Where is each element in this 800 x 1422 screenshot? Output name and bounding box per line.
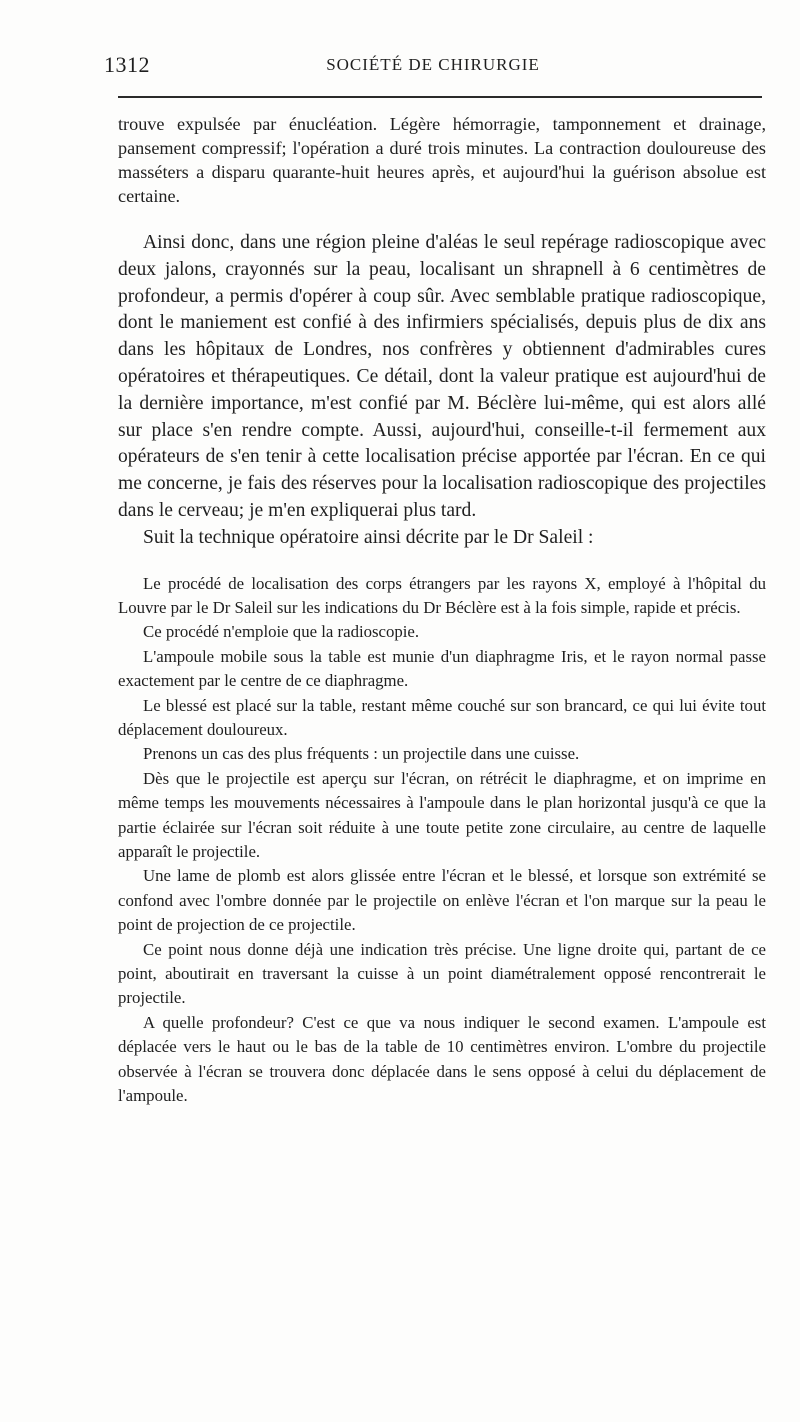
quoted-paragraph: L'ampoule mobile sous la table est munie d'un diaphragme Iris, et le rayon normal passe exactement par le centre de ce diaphragme. <box>118 646 766 691</box>
quoted-paragraph: Ce point nous donne déjà une indication très précise. Une ligne droite qui, partant de ce point, aboutirait en traversant la cuisse à un point diamétralement opposé rencontrerait le projectile. <box>118 939 766 1008</box>
header-rule <box>118 96 762 98</box>
quoted-paragraph: Une lame de plomb est alors glissée entre l'écran et le blessé, et lorsque son extrémité se confond avec l'ombre donnée par le projectile on enlève l'écran et l'on marque sur la peau le point de projection de ce projectile. <box>118 866 766 935</box>
body-text <box>118 112 766 1109</box>
page-header <box>104 52 762 80</box>
paragraph: Ainsi donc, dans une région pleine d'aléas le seul repérage radioscopique avec deux jalons, crayonnés sur la peau, localisant un shrapnell à 6 centimètres de profondeur, a permis d'opérer à coup sûr. Avec semblable pratique radioscopique, dont le maniement est confié à des infirmiers spécialisés, depuis plus de dix ans dans les hôpitaux de Londres, nos confrères y obtiennent d'admirables cures opératoires et thérapeutiques. Ce détail, dont la valeur pratique est aujourd'hui de la dernière importance, m'est confié par M. Béclère lui-même, qui est alors allé sur place s'en rendre compte. Aussi, aujourd'hui, conseille-t-il fermement aux opérateurs de s'en tenir à cette localisation précise apportée par l'écran. En ce qui me concerne, je fais des réserves pour la localisation radioscopique des projectiles dans le cerveau; je m'en expliquerai plus tard. <box>118 232 766 521</box>
quoted-paragraph: Le procédé de localisation des corps étrangers par les rayons X, employé à l'hôpital du Louvre par le Dr Saleil sur les indications du Dr Béclère est à la fois simple, rapide et précis. <box>118 573 766 617</box>
quoted-paragraph: Ce procédé n'emploie que la radioscopie. <box>143 622 420 642</box>
quoted-paragraph: Prenons un cas des plus fréquents : un projectile dans une cuisse. <box>143 744 580 764</box>
quoted-paragraph: Dès que le projectile est aperçu sur l'écran, on rétrécit le diaphragme, et on imprime en même temps les mouvements nécessaires à l'ampoule dans le plan horizontal jusqu'à ce que la partie éclairée sur l'écran soit réduite à une toute petite zone circulaire, au centre de laquelle apparaît le projectile. <box>118 768 766 862</box>
page-number: 1312 <box>104 52 150 77</box>
paragraph: Suit la technique opératoire ainsi décrite par le Dr Saleil : <box>143 526 594 548</box>
quoted-paragraph: Le blessé est placé sur la table, restant même couché sur son brancard, ce qui lui évite tout déplacement douloureux. <box>118 695 766 739</box>
paragraph: trouve expulsée par énucléation. Légère hémorragie, tamponnement et drainage, pansement compressif; l'opération a duré trois minutes. La contraction douloureuse des masséters a disparu quarante-huit heures après, et aujourd'hui la guérison absolue est certaine. <box>118 114 766 206</box>
quoted-paragraph: A quelle profondeur? C'est ce que va nous indiquer le second examen. L'ampoule est déplacée vers le haut ou le bas de la table de 10 centimètres environ. L'ombre du projectile observée à l'écran se trouvera donc déplacée dans le sens opposé à celui du déplacement de l'ampoule. <box>118 1012 766 1106</box>
running-head: SOCIÉTÉ DE CHIRURGIE <box>326 55 540 74</box>
